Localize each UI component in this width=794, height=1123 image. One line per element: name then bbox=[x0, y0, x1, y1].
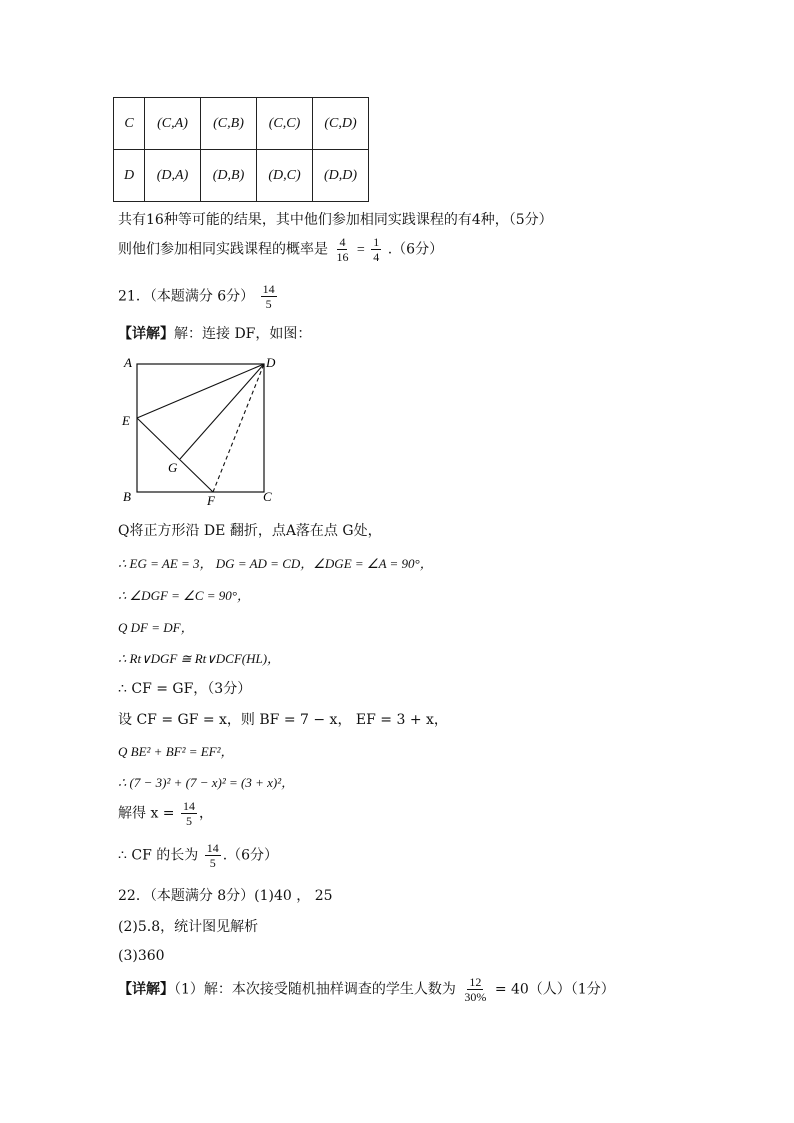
step-df-df: Q DF = DF， bbox=[118, 620, 194, 635]
detail-21-line bbox=[118, 323, 311, 343]
result-text: = 40（人）（1分） bbox=[494, 981, 615, 998]
table-cell: (D,D) bbox=[313, 150, 369, 202]
numerator: 1 bbox=[373, 235, 380, 249]
numerator: 4 bbox=[339, 235, 346, 249]
probability-line bbox=[118, 236, 443, 263]
denominator: 30% bbox=[464, 990, 487, 1004]
row-header: D bbox=[114, 150, 145, 202]
detail-tag: 【详解】 bbox=[118, 326, 174, 342]
step-eg-ae: ∴ EG = AE = 3， DG = AD = CD，∠DGE = ∠A = 90°， bbox=[118, 556, 433, 571]
answer-fraction bbox=[261, 283, 277, 310]
segment-ef bbox=[137, 418, 213, 492]
label-f: F bbox=[207, 493, 215, 508]
label-e: E bbox=[122, 413, 130, 428]
detail-tag: 【详解】 bbox=[118, 981, 174, 998]
detail-text: 解：连接 DF，如图： bbox=[174, 326, 312, 342]
numerator: 14 bbox=[182, 799, 195, 813]
question-22-part2: (2)5.8，统计图见解析 bbox=[118, 919, 259, 935]
fraction-4-16 bbox=[334, 236, 350, 263]
table-cell: (C,B) bbox=[201, 98, 257, 150]
detail-text: （1）解：本次接受随机抽样调查的学生人数为 bbox=[174, 981, 456, 998]
numerator: 14 bbox=[206, 841, 219, 855]
table-cell: (C,D) bbox=[313, 98, 369, 150]
denominator: 4 bbox=[373, 250, 380, 264]
step-let-x: 设 CF = GF = x，则 BF = 7 − x， EF = 3 + x， bbox=[118, 712, 448, 728]
table-cell: (D,C) bbox=[257, 150, 313, 202]
label-b: B bbox=[123, 489, 131, 504]
segment-gd bbox=[180, 364, 264, 459]
question-21-header bbox=[118, 283, 279, 310]
fraction-14-5 bbox=[181, 800, 197, 827]
table-cell: (C,C) bbox=[257, 98, 313, 150]
table-row bbox=[114, 98, 369, 150]
label-c: C bbox=[263, 489, 272, 504]
denominator: 16 bbox=[336, 250, 349, 264]
denominator: 5 bbox=[265, 297, 272, 311]
step-angle-dgf: ∴ ∠DGF = ∠C = 90°， bbox=[118, 588, 250, 603]
step-cf-gf: ∴ CF = GF，（3分） bbox=[118, 681, 252, 697]
step-solve-x bbox=[118, 800, 213, 827]
probability-text: 则他们参加相同实践课程的概率是 bbox=[118, 241, 328, 258]
label-a: A bbox=[124, 355, 132, 370]
equals-sign: = bbox=[356, 242, 365, 258]
denominator: 5 bbox=[185, 814, 192, 828]
fraction-12-30pct bbox=[462, 976, 488, 1003]
step-fold: Q将正方形沿 DE 翻折，点A落在点 G处， bbox=[118, 523, 382, 539]
fraction-14-5 bbox=[205, 842, 221, 869]
outcome-table bbox=[113, 97, 369, 202]
table-cell: (D,A) bbox=[145, 150, 201, 202]
label-g: G bbox=[168, 460, 178, 475]
score-note: .（6分） bbox=[387, 241, 444, 258]
step-pythagoras: Q BE² + BF² = EF²， bbox=[118, 744, 234, 759]
numerator: 14 bbox=[262, 282, 275, 296]
table-cell: (D,B) bbox=[201, 150, 257, 202]
label-d: D bbox=[266, 355, 276, 370]
numerator: 12 bbox=[469, 975, 482, 989]
result-count-line: 共有16种等可能的结果，其中他们参加相同实践课程的有4种，（5分） bbox=[118, 212, 553, 228]
square-fold-figure bbox=[110, 350, 290, 512]
segment-df-dashed bbox=[213, 364, 264, 492]
table-cell: (C,A) bbox=[145, 98, 201, 150]
segment-ed bbox=[137, 364, 264, 418]
punctuation: ， bbox=[198, 805, 213, 822]
step-equation: ∴ (7 − 3)² + (7 − x)² = (3 + x)²， bbox=[118, 775, 295, 790]
question-21-label: 21．（本题满分 6分） bbox=[118, 288, 255, 305]
question-22-part3: (3)360 bbox=[118, 948, 165, 964]
solve-text: 解得 x = bbox=[118, 805, 175, 822]
question-22-header: 22．（本题满分 8分）(1)40 ， 25 bbox=[118, 888, 333, 904]
fraction-1-4 bbox=[371, 236, 381, 263]
score-note: .（6分） bbox=[222, 847, 279, 864]
denominator: 5 bbox=[209, 856, 216, 870]
detail-22-line bbox=[118, 976, 615, 1003]
table-row bbox=[114, 150, 369, 202]
row-header: C bbox=[114, 98, 145, 150]
step-congruent: ∴ Rt∨DGF ≅ Rt∨DCF(HL)， bbox=[118, 651, 281, 666]
cf-length-text: ∴ CF 的长为 bbox=[118, 847, 199, 864]
square-abcd bbox=[137, 364, 264, 492]
step-cf-length bbox=[118, 842, 278, 869]
